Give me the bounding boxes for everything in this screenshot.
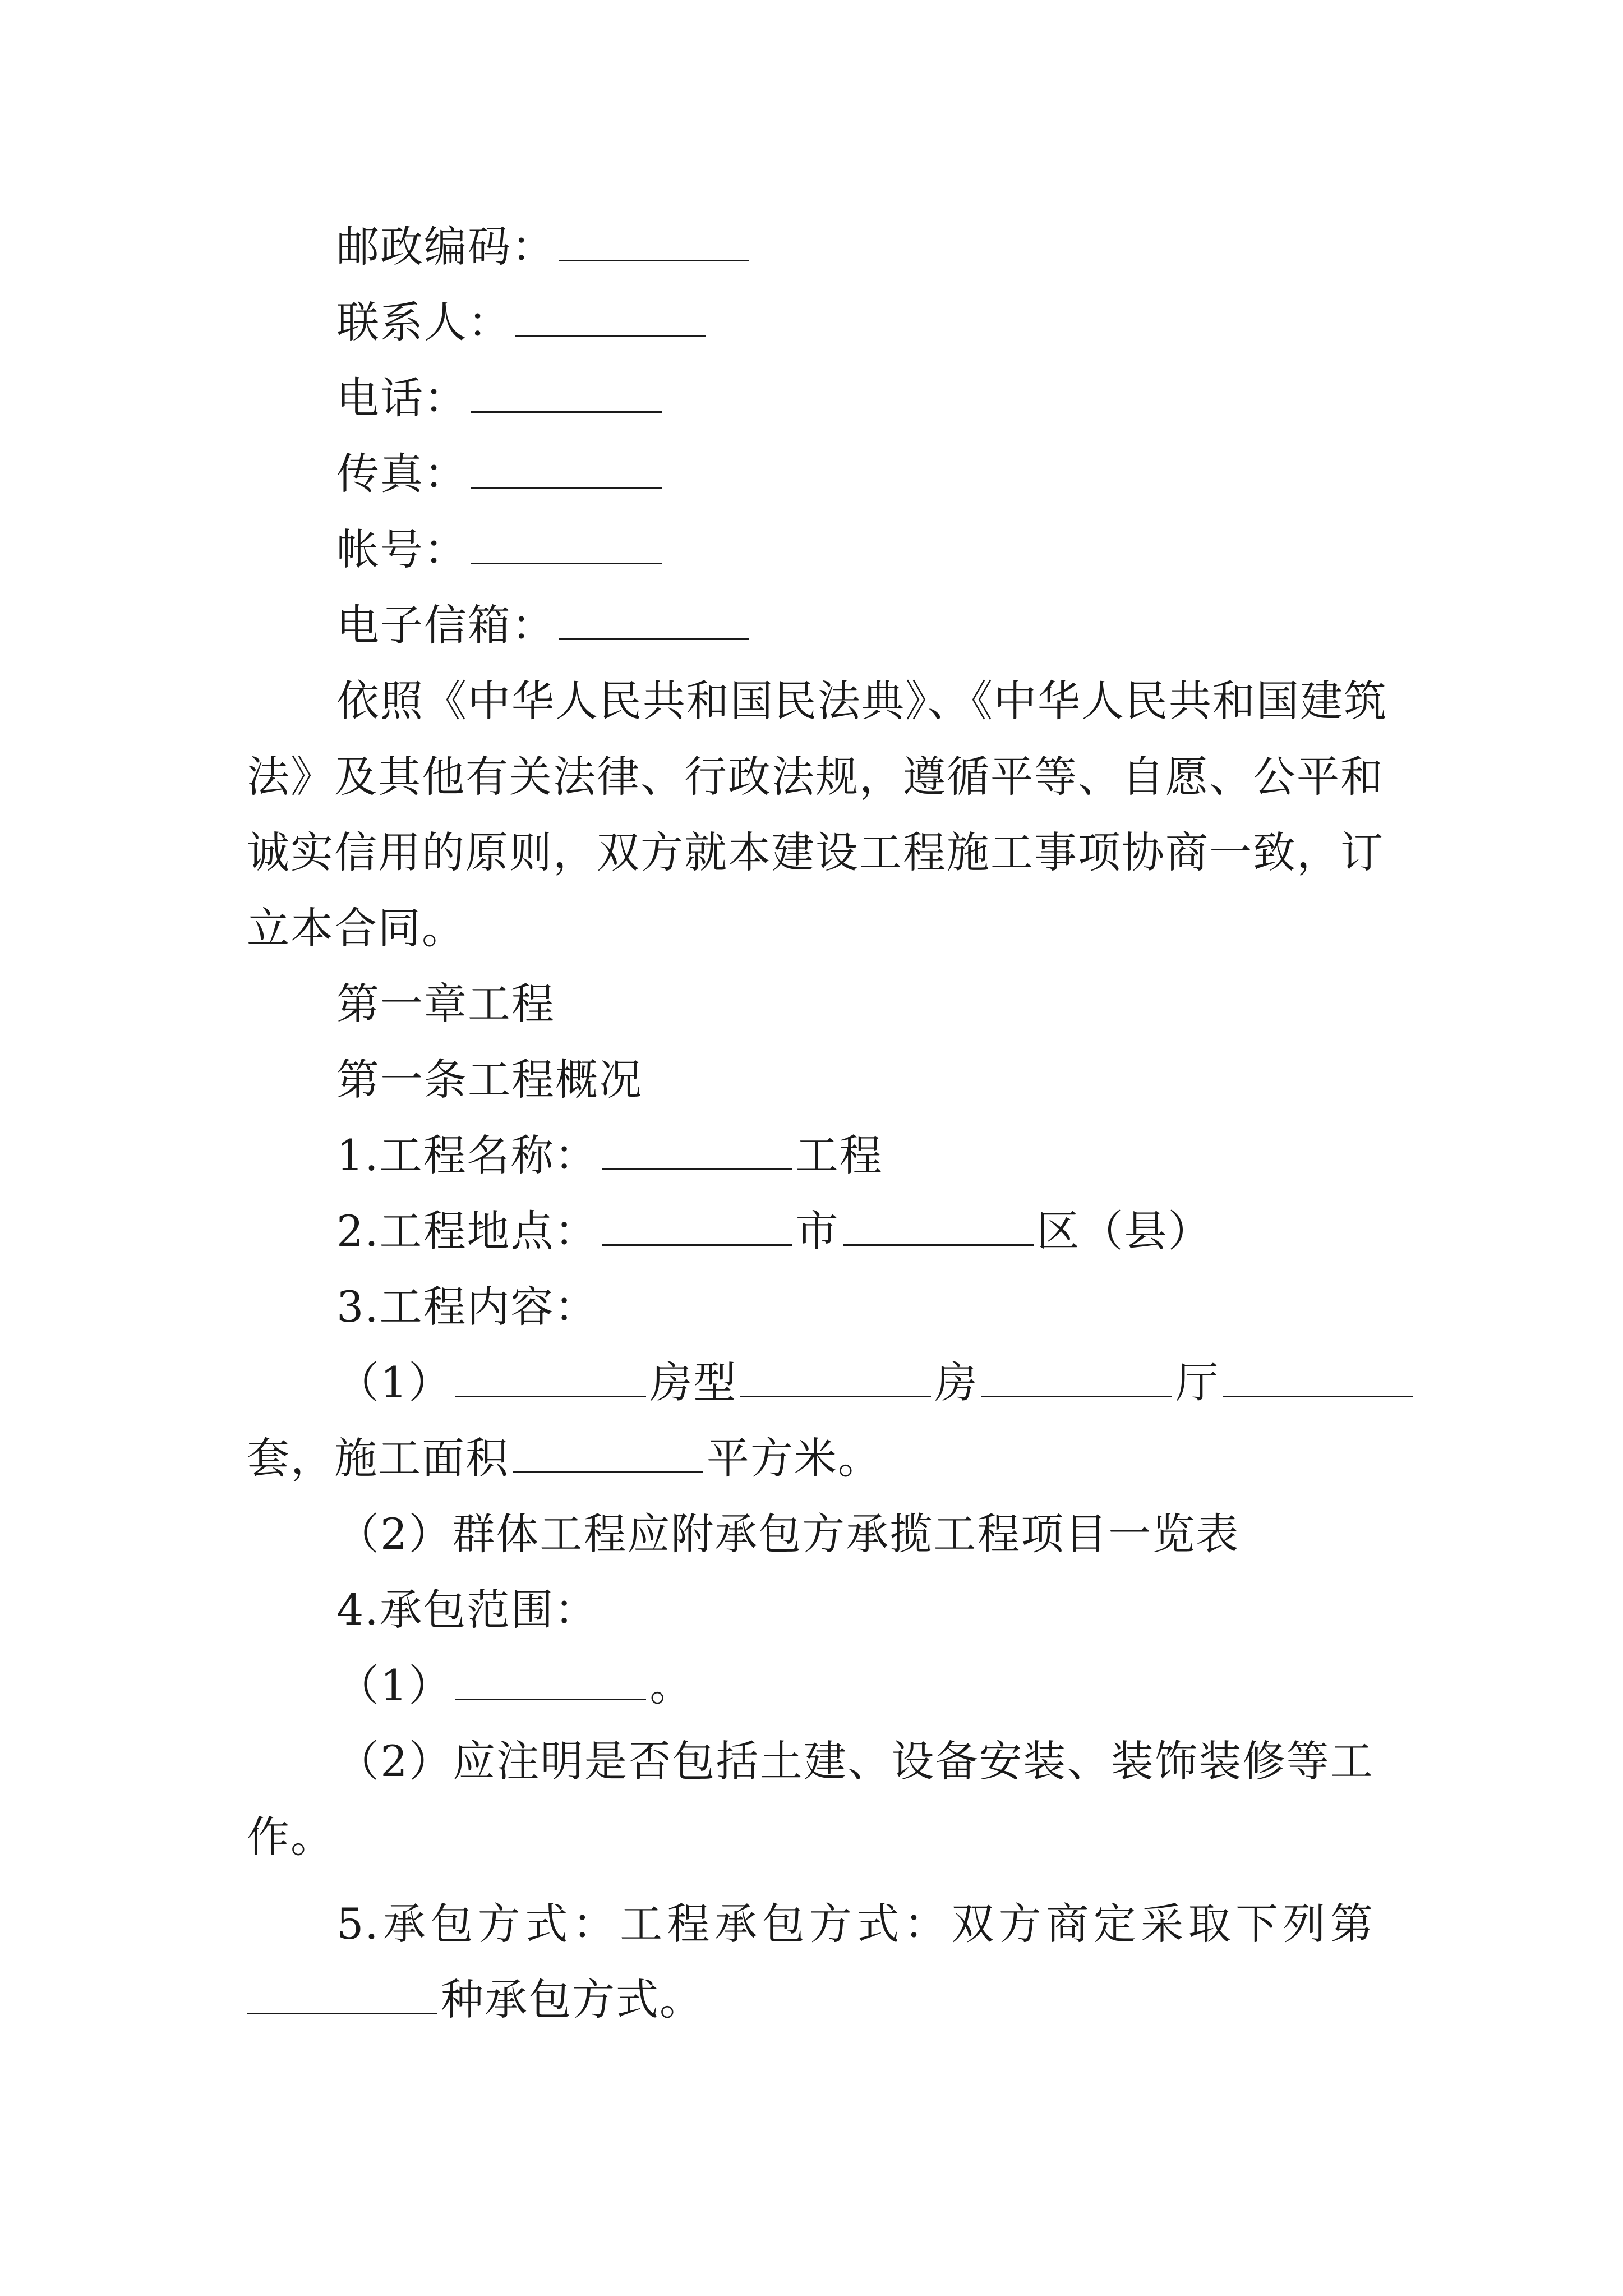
hall-blank[interactable] xyxy=(981,1361,1172,1397)
room-blank[interactable] xyxy=(740,1361,931,1397)
contact-blank[interactable] xyxy=(515,301,706,337)
project-name-line xyxy=(336,1128,883,1184)
project-name-suffix: 工程 xyxy=(795,1130,883,1180)
phone-line xyxy=(336,370,665,426)
preamble-line-4: 立本合同。 xyxy=(247,903,465,953)
location-district-blank[interactable] xyxy=(843,1209,1034,1246)
area-unit-text: 平方米。 xyxy=(707,1433,882,1483)
phone-label: 电话： xyxy=(336,373,468,423)
project-content-line: 3.工程内容： xyxy=(336,1282,598,1332)
mode-number-blank[interactable] xyxy=(247,1978,437,2014)
scope-line: 4.承包范围： xyxy=(336,1585,598,1635)
mode-line-2 xyxy=(247,1972,703,2028)
scope-1-line xyxy=(336,1658,693,1714)
content-2-line: （2）群体工程应附承包方承揽工程项目一览表 xyxy=(336,1509,1240,1559)
project-name-label: 1.工程名称： xyxy=(336,1130,598,1180)
project-location-label: 2.工程地点： xyxy=(336,1206,598,1256)
contact-line xyxy=(336,295,709,351)
scope-1-blank[interactable] xyxy=(455,1664,646,1700)
account-blank[interactable] xyxy=(471,528,662,564)
phone-blank[interactable] xyxy=(471,376,662,413)
postal-code-blank[interactable] xyxy=(559,225,749,261)
postal-code-line xyxy=(336,219,753,275)
scope-2-line-2: 作。 xyxy=(247,1812,334,1862)
content-1-line-2 xyxy=(247,1430,882,1487)
account-label: 帐号： xyxy=(336,524,468,574)
location-district-text: 区（县） xyxy=(1036,1206,1212,1256)
content-1-prefix: （1） xyxy=(336,1358,453,1407)
email-line xyxy=(336,597,753,654)
area-blank[interactable] xyxy=(513,1437,703,1473)
fax-line xyxy=(336,446,665,502)
email-blank[interactable] xyxy=(559,604,749,640)
project-location-line xyxy=(336,1203,1212,1259)
hall-text: 厅 xyxy=(1175,1358,1220,1407)
set-count-blank[interactable] xyxy=(1223,1361,1413,1397)
article-title: 第一条工程概况 xyxy=(336,1055,643,1105)
location-city-text: 市 xyxy=(795,1206,840,1256)
scope-1-prefix: （1） xyxy=(336,1660,453,1710)
scope-1-suffix: 。 xyxy=(649,1660,694,1710)
postal-code-label: 邮政编码： xyxy=(336,222,555,272)
location-city-blank[interactable] xyxy=(602,1209,792,1246)
account-line xyxy=(336,522,665,578)
mode-line-1: 5.承包方式：工程承包方式：双方商定采取下列第 xyxy=(336,1899,1374,1949)
house-type-blank[interactable] xyxy=(455,1361,646,1397)
preamble-line-3: 诚实信用的原则，双方就本建设工程施工事项协商一致，订 xyxy=(247,827,1384,877)
room-text: 房 xyxy=(934,1358,979,1407)
contact-label: 联系人： xyxy=(336,297,511,347)
mode-line-2-text: 种承包方式。 xyxy=(441,1975,703,2024)
fax-blank[interactable] xyxy=(471,452,662,489)
set-area-text: 套，施工面积 xyxy=(247,1433,509,1483)
house-type-text: 房型 xyxy=(649,1358,737,1407)
project-name-blank[interactable] xyxy=(602,1134,792,1170)
preamble-line-2: 法》及其他有关法律、行政法规，遵循平等、自愿、公平和 xyxy=(247,752,1384,802)
preamble-line-1: 依照《中华人民共和国民法典》、《中华人民共和国建筑 xyxy=(336,676,1387,726)
chapter-title: 第一章工程 xyxy=(336,979,555,1029)
content-1-line-1 xyxy=(336,1355,1374,1411)
scope-2-line-1: （2）应注明是否包括土建、设备安装、装饰装修等工 xyxy=(336,1736,1374,1786)
fax-label: 传真： xyxy=(336,449,468,499)
email-label: 电子信箱： xyxy=(336,600,555,650)
